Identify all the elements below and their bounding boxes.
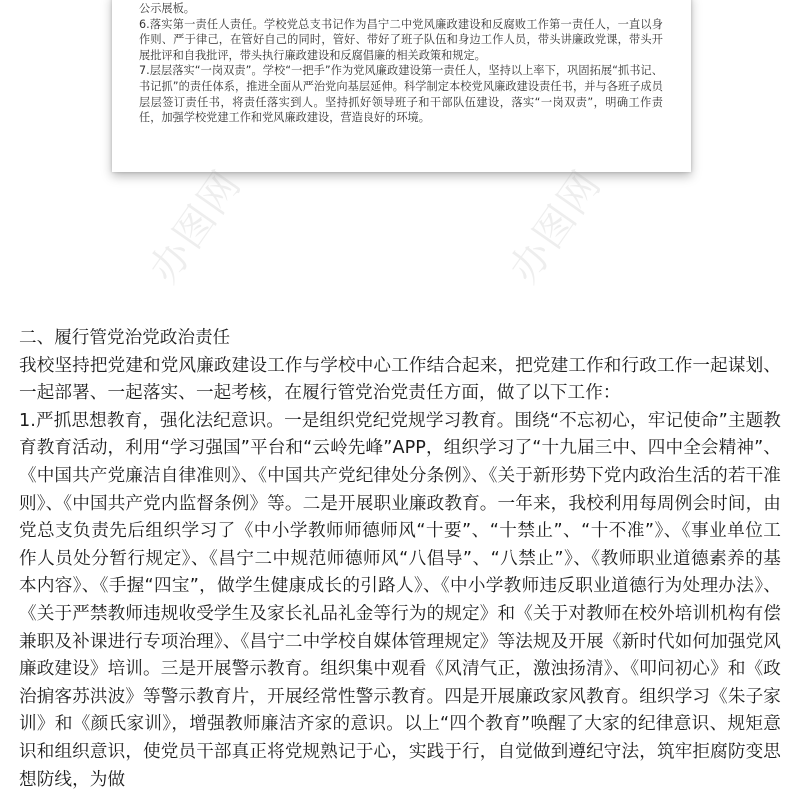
card-paragraph-0: 公示展板。 [139, 2, 195, 15]
watermark-logo: 办图网 [500, 161, 611, 292]
document-page-card [112, 0, 691, 172]
section-item-1-paragraph: 1.严抓思想教育，强化法纪意识。一是组织党纪党规学习教育。围绕“不忘初心，牢记使命”主题教育教育活动，利用“学习强国”平台和“云岭先峰”APP，组织学习了“十九届三中、四中全会精神”、《中国共产党廉洁自律准则》、《中国共产党纪律处分条例》、《关于新形势下党内政治生活的若干准则》、《中国共产党内监督条例》等。二是开展职业廉政教育。一年来，我校利用每周例会时间，由党总支负责先后组织学习了《中小学教师师德师风“十要”、“十禁止”、“十不准”》、《事业单位工作人员处分暂行规定》、《昌宁二中规范师德师风“八倡导”、“八禁止”》、《教师职业道德素养的基本内容》、《手握“四宝”，做学生健康成长的引路人》、《中小学教师违反职业道德行为处理办法》、《关于严禁教师违规收受学生及家长礼品礼金等行为的规定》和《关于对教师在校外培训机构有偿兼职及补课进行专项治理》、《昌宁二中学校自媒体管理规定》等法规及开展《新时代如何加强党风廉政建设》培训。三是开展警示教育。组织集中观看《风清气正，激浊扬清》、《叩问初心》和《政治掮客苏洪波》等警示教育片，开展经常性警示教育。四是开展廉政家风教育。组织学习《朱子家训》和《颜氏家训》，增强教师廉洁齐家的意识。以上“四个教育”唤醒了大家的纪律意识、规矩意识和组织意识，使党员干部真正将党规熟记于心，实践于行，自觉做到遵纪守法，筑牢拒腐防变思想防线，为做 [19, 410, 781, 790]
section-heading: 二、履行管党治党政治责任 [19, 328, 231, 348]
card-paragraph-1: 6.落实第一责任人责任。学校党总支书记作为昌宁二中党风廉政建设和反腐败工作第一责任人，一直以身作则、严于律己，在管好自己的同时，管好、带好了班子队伍和身边工作人员，带头讲廉政党课，带头开展批评和自我批评，带头执行廉政建设和反腐倡廉的相关政策和规定。 [139, 17, 663, 62]
card-paragraph-2: 7.层层落实“一岗双责”。学校“一把手”作为党风廉政建设第一责任人，坚持以上率下，巩固拓展“抓书记、书记抓”的责任体系，推进全面从严治党向基层延伸。科学制定本校党风廉政建设责任书，并与各班子成员层层签订责任书，将责任落实到人。坚持抓好领导班子和干部队伍建设，落实“一岗双责”，明确工作责任，加强学校党建工作和党风廉政建设，营造良好的环境。 [139, 64, 663, 125]
document-preview-area [0, 0, 800, 292]
watermark-logo: 办图网 [140, 161, 251, 292]
document-body [19, 325, 781, 794]
section-intro-paragraph: 我校坚持把党建和党风廉政建设工作与学校中心工作结合起来，把党建工作和行政工作一起谋划、一起部署、一起落实、一起考核，在履行管党治党责任方面，做了以下工作： [19, 355, 781, 404]
